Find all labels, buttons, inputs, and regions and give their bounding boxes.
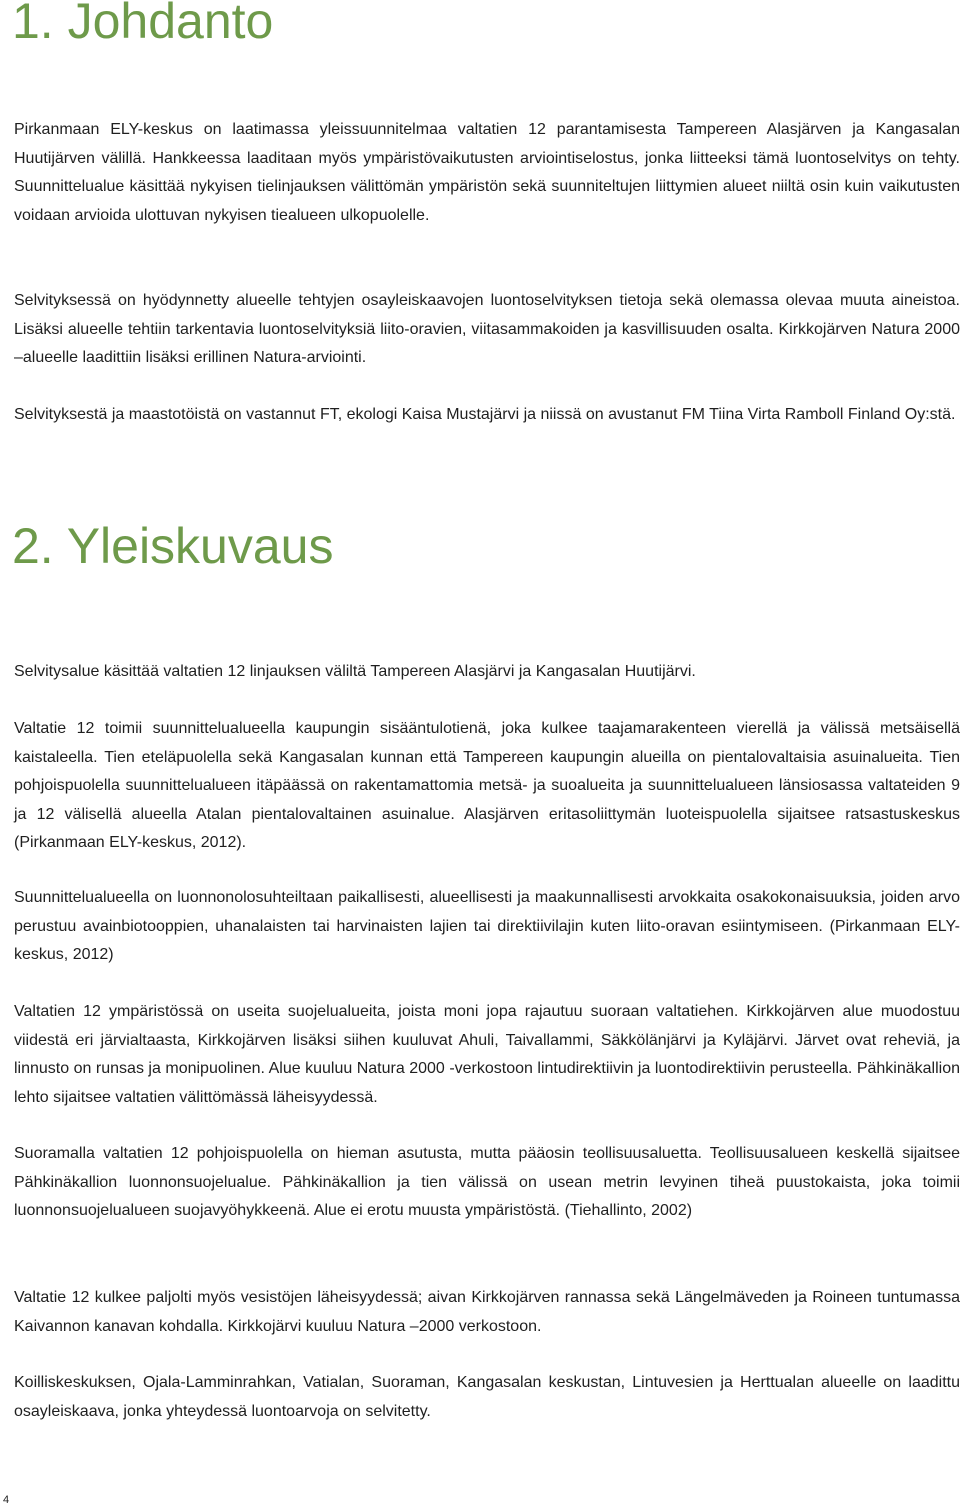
section-2-paragraph-7: Koilliskeskuksen, Ojala-Lamminrahkan, Vatialan, Suoraman, Kangasalan keskustan, Lintuvesien ja Herttualan alueelle on laadittu osayleiskaava, jonka yhteydessä luontoarvoja on selvitetty. xyxy=(14,1374,960,1420)
section-2-paragraph-4: Valtatien 12 ympäristössä on useita suojelualueita, joista moni jopa rajautuu suoraan valtatiehen. Kirkkojärven alue muodostuu viidestä eri järvialtaasta, Kirkkojärven lisäksi siihen kuuluvat Ahuli, Taivallammi, Säkkölänjärvi ja Kyläjärvi. Järvet ovat reheviä, ja linnusto on runsas ja monipuolinen. Alue kuuluu Natura 2000 -verkostoon lintudirektiivin ja luontodirektiivin perusteella. Pähkinäkallion lehto sijaitsee valtatien välittömässä läheisyydessä. xyxy=(14,1003,960,1106)
section-2-paragraph-2: Valtatie 12 toimii suunnittelualueella kaupungin sisääntulotienä, joka kulkee taajamarakenteen vierellä ja välissä metsäisellä kaistaleella. Tien eteläpuolella sekä Kangasalan kunnan että Tampereen kaupungin alueilla on pientalovaltaisia asuinalueita. Tien pohjoispuolella suunnittelualueen itäpäässä on rakentamattomia metsä- ja suoalueita ja suunnittelualueen länsiosassa valtateiden 9 ja 12 välisellä alueella Atalan pientalovaltainen asuinalue. Alasjärven eritasoliittymän luoteispuolella sijaitsee ratsastuskeskus (Pirkanmaan ELY-keskus, 2012). xyxy=(14,720,960,851)
section-2-paragraph-1: Selvitysalue käsittää valtatien 12 linjauksen väliltä Tampereen Alasjärvi ja Kangasalan Huutijärvi. xyxy=(14,663,696,680)
section-1-paragraph-1: Pirkanmaan ELY-keskus on laatimassa yleissuunnitelmaa valtatien 12 parantamisesta Tampereen Alasjärven ja Kangasalan Huutijärven välillä. Hankkeessa laaditaan myös ympäristövaikutusten arviointiselostus, jonka liitteeksi tämä luontoselvitys on tehty. Suunnittelualue käsittää nykyisen tielinjauksen välittömän ympäristön sekä suunniteltujen liittymien alueet niiltä osin kuin vaikutusten voidaan arvioida ulottuvan nykyisen tiealueen ulkopuolelle. xyxy=(14,121,960,224)
section-1-paragraph-2: Selvityksessä on hyödynnetty alueelle tehtyjen osayleiskaavojen luontoselvityksen tietoja sekä olemassa olevaa muuta aineistoa. Lisäksi alueelle tehtiin tarkentavia luontoselvityksiä liito-oravien, viitasammakoiden ja kasvillisuuden osalta. Kirkkojärven Natura 2000 –alueelle laadittiin lisäksi erillinen Natura-arviointi. xyxy=(14,292,960,366)
section-2-paragraph-5: Suoramalla valtatien 12 pohjoispuolella on hieman asutusta, mutta pääosin teollisuusaluetta. Teollisuusalueen keskellä sijaitsee Pähkinäkallion luonnonsuojelualue. Pähkinäkallion ja tien välissä on usean metrin levyinen tiheä puustokaista, joka toimii luonnonsuojelualueen suojavyöhykkeenä. Alue ei erotu muusta ympäristöstä. (Tiehallinto, 2002) xyxy=(14,1145,960,1219)
section-1-heading: 1. Johdanto xyxy=(12,0,274,49)
section-1-paragraph-3: Selvityksestä ja maastotöistä on vastannut FT, ekologi Kaisa Mustajärvi ja niissä on avustanut FM Tiina Virta Ramboll Finland Oy:stä. xyxy=(14,406,956,423)
section-2-paragraph-6: Valtatie 12 kulkee paljolti myös vesistöjen läheisyydessä; aivan Kirkkojärven rannassa sekä Längelmäveden ja Roineen tuntumassa Kaivannon kanavan kohdalla. Kirkkojärvi kuuluu Natura –2000 verkostoon. xyxy=(14,1289,960,1335)
page-number: 4 xyxy=(3,1494,10,1506)
section-2-paragraph-3: Suunnittelualueella on luonnonolosuhteiltaan paikallisesti, alueellisesti ja maakunnallisesti arvokkaita osakokonaisuuksia, joiden arvo perustuu avainbiotooppien, uhanalaisten tai harvinaisten lajien tai direktiivilajin kuten liito-oravan esiintymiseen. (Pirkanmaan ELY-keskus, 2012) xyxy=(14,889,960,963)
section-2-heading: 2. Yleiskuvaus xyxy=(12,518,334,574)
